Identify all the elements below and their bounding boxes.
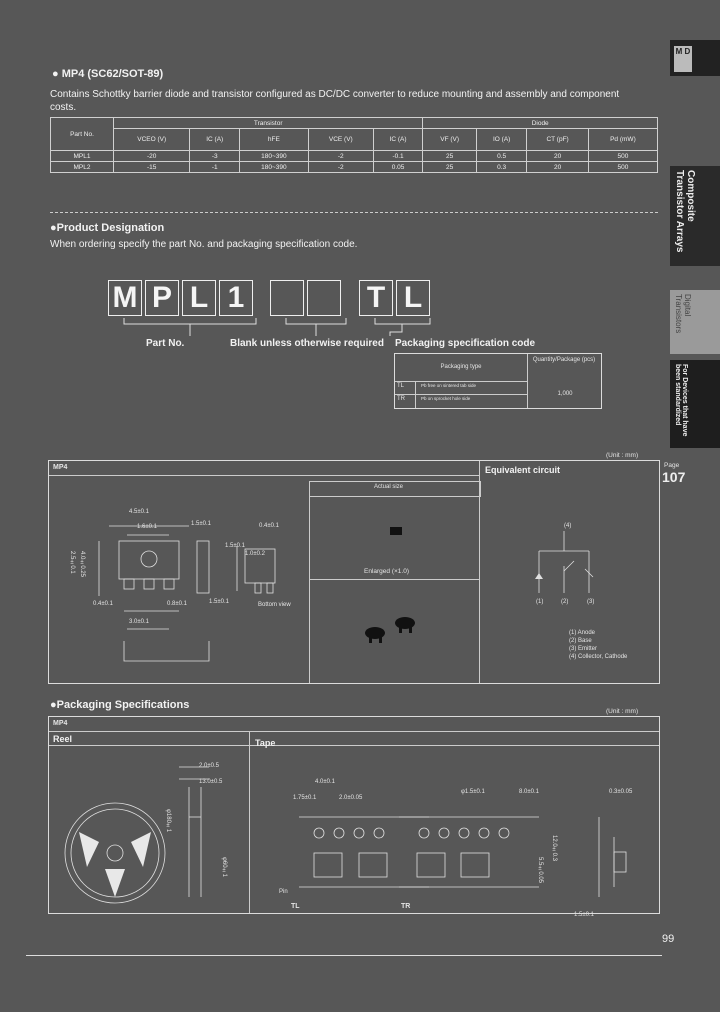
unit-label: (Unit : mm)	[606, 452, 639, 459]
legend-item: (1) Anode	[569, 630, 596, 636]
col-head: Pd (mW)	[588, 129, 657, 151]
cell: -15	[114, 162, 190, 173]
tape-dim: 1.5±0.1	[574, 912, 594, 918]
code-box	[307, 280, 341, 316]
designation-heading: ●Product Designation	[50, 222, 165, 234]
cell: 25	[423, 151, 477, 162]
divider	[395, 394, 527, 395]
col-head: hFE	[240, 129, 309, 151]
label-blank: Blank unless otherwise required	[230, 338, 384, 349]
page-number: 99	[662, 933, 675, 945]
divider	[309, 481, 310, 683]
qty: 1,000	[557, 391, 573, 397]
dim-label: 1.0±0.2	[245, 551, 265, 557]
dim-label: 1.5±0.1	[191, 521, 211, 527]
bullet-icon: ●	[50, 699, 57, 711]
cell: 500	[588, 162, 657, 173]
code-tl: TL	[291, 903, 300, 910]
col-head: IC (A)	[373, 129, 423, 151]
dim-label: 0.4±0.1	[93, 601, 113, 607]
equivalent-circuit	[529, 521, 609, 611]
dim-label: 2.5±0.1	[69, 551, 75, 574]
page-ref-number: 107	[662, 469, 686, 485]
cell: 0.05	[373, 162, 423, 173]
side-tab-label: Digital Transistors	[674, 294, 692, 334]
actual-size-label: Actual size	[374, 484, 404, 490]
bottom-view-label: Bottom view	[258, 602, 291, 608]
reel-dim: φ60±1	[221, 857, 227, 877]
dim-label: 1.5±0.1	[209, 599, 229, 605]
packaging-box	[48, 716, 660, 918]
label-pack-code: Packaging specification code	[395, 338, 536, 349]
dim-label: 4.5±0.1	[129, 509, 149, 515]
col-head: VCE (V)	[308, 129, 373, 151]
col-head: IO (A)	[476, 129, 526, 151]
pin-label: (1)	[536, 599, 544, 605]
code-box: P	[145, 280, 179, 316]
dim-label: 0.8±0.1	[167, 601, 187, 607]
equiv-title: Equivalent circuit	[485, 465, 561, 475]
desc-tr: Pb on sprocket hole side	[421, 396, 471, 401]
side-tab-md	[670, 40, 720, 76]
side-tab-digital	[670, 290, 720, 354]
bullet-icon: ●	[50, 222, 57, 234]
code-box: 1	[219, 280, 253, 316]
pin-label: (4)	[564, 523, 572, 529]
code-box: L	[182, 280, 216, 316]
cell: -1	[190, 162, 240, 173]
dimensions-box	[48, 460, 660, 684]
packaging-heading: ●Packaging Specifications	[50, 699, 190, 711]
cell: -2	[308, 151, 373, 162]
tape-dim: 8.0±0.1	[519, 789, 539, 795]
cell: -0.1	[373, 151, 423, 162]
side-tab-note	[670, 360, 720, 448]
tape-dim: 4.0±0.1	[315, 779, 335, 785]
col-part: Part No.	[51, 118, 114, 151]
cell: MPL1	[51, 151, 114, 162]
cell: 20	[527, 151, 589, 162]
dim-label: 0.4±0.1	[259, 523, 279, 529]
header-strip	[49, 731, 659, 746]
actual-size-chip	[390, 527, 402, 535]
tape-label: Tape	[255, 738, 276, 748]
col-head: CT (pF)	[527, 129, 589, 151]
pkg-name: MP4	[53, 720, 68, 727]
table-row	[51, 151, 658, 162]
code-tr: TR	[401, 903, 411, 910]
header-strip	[49, 461, 480, 476]
pack-code-table	[394, 353, 602, 409]
pin-label: (2)	[561, 599, 569, 605]
col-head: VCEO (V)	[114, 129, 190, 151]
code-box: M	[108, 280, 142, 316]
pkg-name: MP4	[53, 464, 68, 471]
spec-table	[50, 117, 658, 173]
code-box: T	[359, 280, 393, 316]
cell: 25	[423, 162, 477, 173]
legend-item: (4) Collector, Cathode	[569, 654, 628, 660]
tape-drawing	[269, 777, 649, 907]
side-tab-composite	[670, 166, 720, 266]
dim-label: 3.0±0.1	[129, 619, 149, 625]
side-tab-label: Composite Transistor Arrays	[674, 170, 696, 253]
tape-dim: 0.3±0.05	[609, 789, 633, 795]
cell: 500	[588, 151, 657, 162]
tape-dim: 5.5±0.05	[537, 857, 543, 884]
divider	[309, 579, 479, 580]
code-tr: TR	[397, 396, 405, 402]
head-qty: Quantity/Package (pcs)	[532, 357, 596, 363]
divider	[50, 212, 658, 213]
dim-label: 1.5±0.1	[225, 543, 245, 549]
cell: 180~390	[240, 162, 309, 173]
reel-label: Reel	[53, 734, 73, 744]
cell: 20	[527, 162, 589, 173]
reel-dim: 13.0±0.5	[199, 779, 223, 785]
table-row	[51, 162, 658, 173]
desc-tl: Pb free on sintered tab side	[421, 383, 477, 388]
col-head: IC (A)	[190, 129, 240, 151]
cell: 0.5	[476, 151, 526, 162]
reel-dim: 2.0±0.5	[199, 763, 219, 769]
col-head: VF (V)	[423, 129, 477, 151]
divider	[527, 381, 528, 408]
code-box	[270, 280, 304, 316]
md-tab-label: M D	[674, 46, 692, 72]
section-description: Contains Schottky barrier diode and transistor configured as DC/DC converter to reduce mounting and assembly and component costs.	[50, 89, 620, 113]
tape-dim: φ1.5±0.1	[461, 789, 485, 795]
tape-dim: 2.0±0.05	[339, 795, 363, 801]
unit-label: (Unit : mm)	[606, 708, 639, 715]
code-box: L	[396, 280, 430, 316]
footer-rule	[26, 955, 662, 956]
cell: -3	[190, 151, 240, 162]
enlarged-label: Enlarged (×1.0)	[364, 568, 409, 575]
group-transistor: Transistor	[114, 118, 423, 129]
designation-text: When ordering specify the part No. and packaging specification code.	[50, 239, 358, 250]
section-heading: ● MP4 (SC62/SOT-89)	[52, 68, 164, 80]
tape-dim: 1.75±0.1	[293, 795, 317, 801]
legend-item: (2) Base	[569, 638, 592, 644]
pin-label: (3)	[587, 599, 595, 605]
enlarged-parts	[359, 609, 429, 649]
cell: MPL2	[51, 162, 114, 173]
divider	[249, 731, 250, 913]
legend-item: (3) Emitter	[569, 646, 598, 652]
head-type: Packaging type	[395, 354, 528, 382]
code-tl: TL	[397, 383, 405, 389]
dim-label: 1.6±0.1	[137, 524, 157, 530]
tape-dim: 12.0±0.3	[551, 835, 557, 862]
bullet-icon: ●	[52, 68, 59, 80]
page-ref-label: Page	[664, 462, 680, 469]
cell: 180~390	[240, 151, 309, 162]
label-part-no: Part No.	[146, 338, 185, 349]
side-tab-label: For Devices that have been standardized	[674, 364, 688, 437]
cell: 0.3	[476, 162, 526, 173]
cell: -20	[114, 151, 190, 162]
reel-dim: φ180±1	[165, 809, 171, 833]
pin-legend	[569, 629, 627, 661]
header-strip	[49, 717, 659, 732]
cell: -2	[308, 162, 373, 173]
pin-label: Pin	[279, 889, 288, 895]
dim-label: 4.0±0.25	[79, 551, 85, 578]
group-diode: Diode	[423, 118, 658, 129]
